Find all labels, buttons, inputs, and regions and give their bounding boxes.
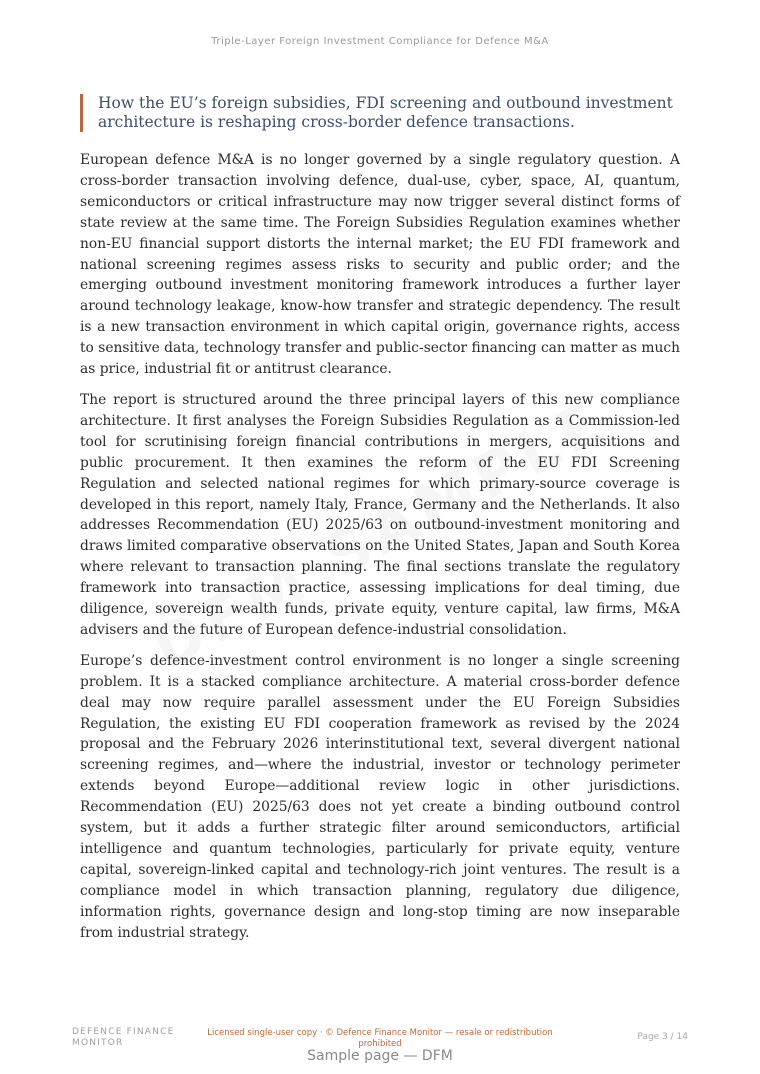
footer-brand-line-1: DEFENCE FINANCE xyxy=(72,1027,175,1037)
footer-license: Licensed single-user copy · © Defence Finance Monitor — resale or redistribution prohibited xyxy=(207,1028,553,1049)
body-paragraph-2: The report is structured around the three principal layers of this new compliance architecture. It first analyses the Foreign Subsidies Regulation as a Commission-led tool for scrutinising foreign financial contributions in mergers, acquisitions and public procurement. It then examines the reform of the EU FDI Screening Regulation and selected national regimes for which primary-source coverage is developed in this report, namely Italy, France, Germany and the Netherlands. It also addresses Recommendation (EU) 2025/63 on outbound-investment monitoring and draws limited comparative observations on the United States, Japan and South Korea where relevant to transaction planning. The final sections translate the regulatory framework into transaction practice, assessing implications for deal timing, due diligence, sovereign wealth funds, private equity, venture capital, law firms, M&A advisers and the future of European defence-industrial consolidation. xyxy=(80,391,680,638)
sample-label: Sample page — DFM xyxy=(307,1048,453,1064)
pull-quote xyxy=(80,94,678,132)
running-header: Triple-Layer Foreign Investment Compliance for Defence M&A xyxy=(211,36,549,47)
body-paragraph-1: European defence M&A is no longer governed by a single regulatory question. A cross-border transaction involving defence, dual-use, cyber, space, AI, quantum, semiconductors or critical infrastructure may now trigger several distinct forms of state review at the same time. The Foreign Subsidies Regulation examines whether non-EU financial support distorts the internal market; the EU FDI framework and national screening regimes assess risks to security and public order; and the emerging outbound investment monitoring framework introduces a further layer around technology leakage, know-how transfer and strategic dependency. The result is a new transaction environment in which capital origin, governance rights, access to sensitive data, technology transfer and public-sector financing can matter as much as price, industrial fit or antitrust clearance. xyxy=(80,152,680,378)
footer-brand xyxy=(72,1027,174,1049)
pull-quote-text: How the EU’s foreign subsidies, FDI screening and outbound investment architecture is reshaping cross-border defence transactions. xyxy=(98,94,673,131)
body-paragraph-3: Europe’s defence-investment control environment is no longer a single screening problem. It is a stacked compliance architecture. A material cross-border defence deal may now require parallel assessment under the EU Foreign Subsidies Regulation, the existing EU FDI cooperation framework as revised by the 2024 proposal and the February 2026 interinstitutional text, several divergent national screening regimes, and—where the industrial, investor or technology perimeter extends beyond Europe—additional review logic in other jurisdictions. Recommendation (EU) 2025/63 does not yet create a binding outbound control system, but it adds a further strategic filter around semiconductors, artificial intelligence and quantum technologies, particularly for private equity, venture capital, sovereign-linked capital and technology-rich joint ventures. The result is a compliance model in which transaction planning, regulatory due diligence, information rights, governance design and long-stop timing are now inseparable from industrial strategy. xyxy=(80,652,680,941)
footer-brand-line-2: MONITOR xyxy=(72,1038,124,1048)
page-number: Page 3 / 14 xyxy=(637,1032,688,1042)
body-text xyxy=(80,150,680,954)
